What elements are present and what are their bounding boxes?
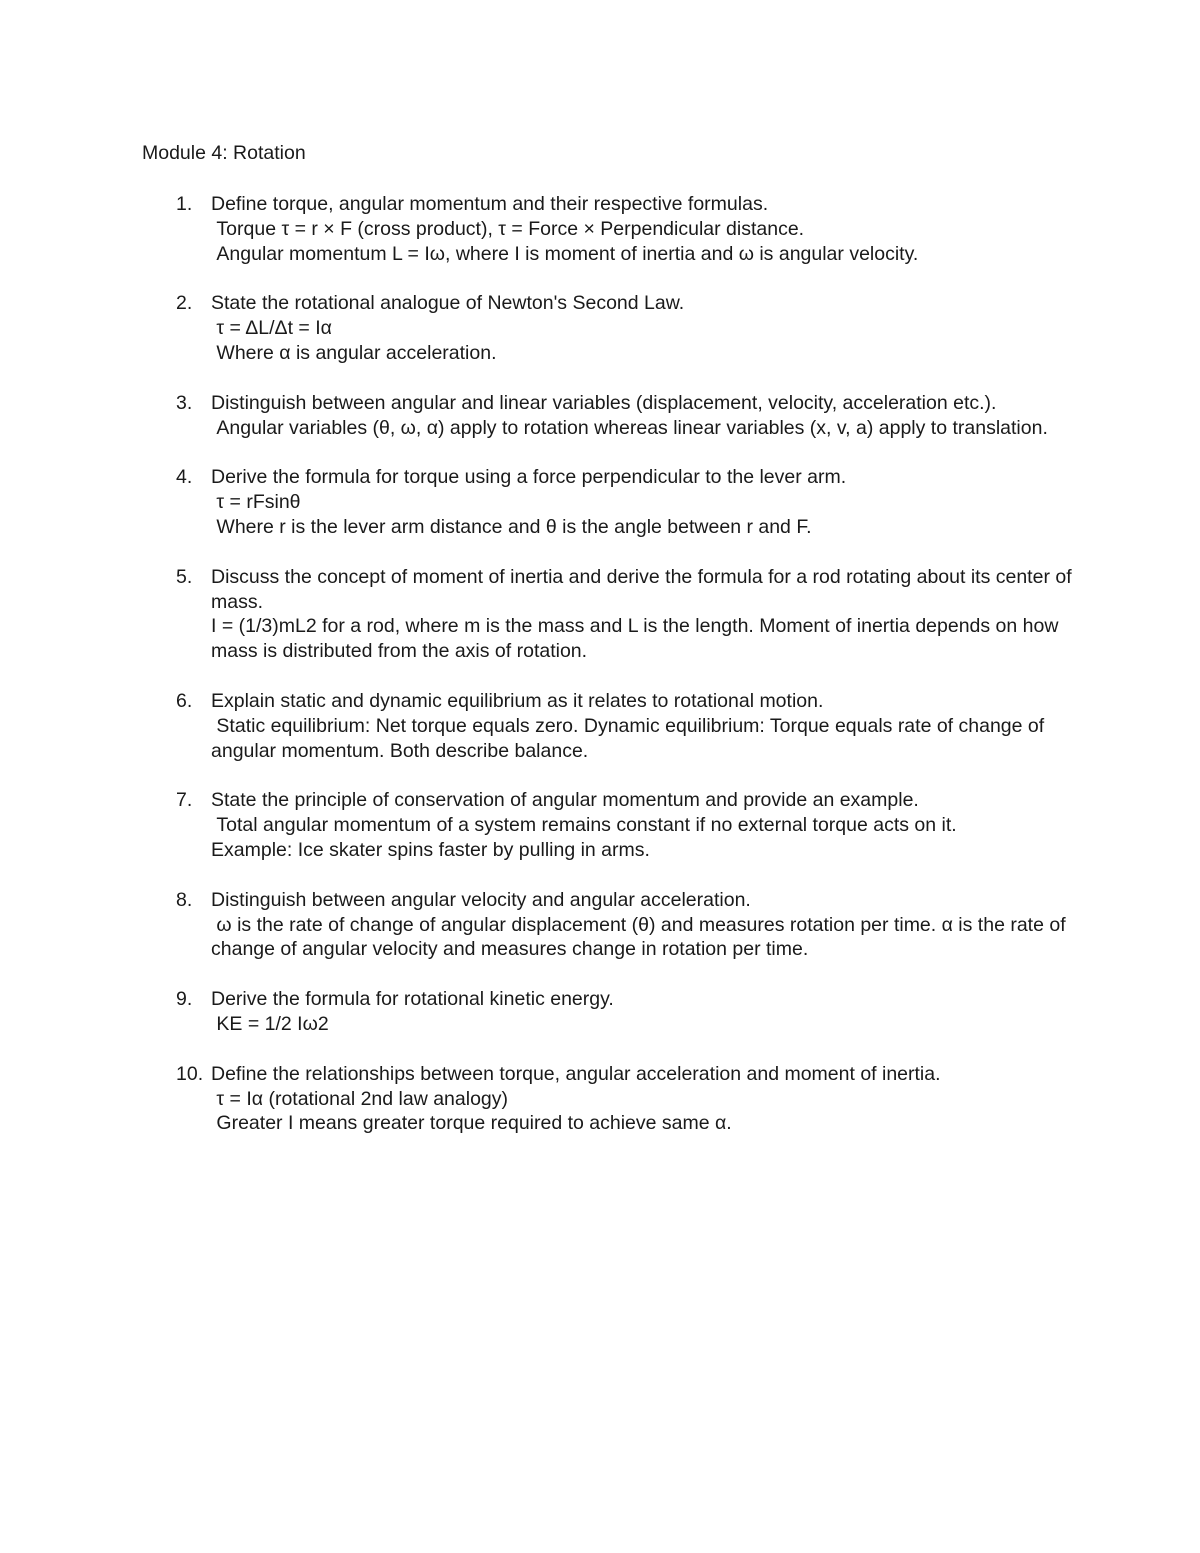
list-item — [0, 565, 1081, 664]
document-title: Module 4: Rotation — [142, 142, 306, 164]
item-number: 1. — [176, 193, 193, 215]
answer-text: τ = rFsinθ — [211, 491, 301, 514]
answer-text: Angular momentum L = Iω, where I is moment of inertia and ω is angular velocity. — [211, 242, 919, 265]
answer-text: Angular variables (θ, ω, α) apply to rotation whereas linear variables (x, v, a) apply to translation. — [211, 416, 1048, 439]
item-number: 5. — [176, 565, 193, 588]
question-text: Discuss the concept of moment of inertia and derive the formula for a rod rotating about its center of mass. — [211, 565, 1078, 613]
item-number: 9. — [176, 988, 193, 1011]
answer-text: Greater I means greater torque required to achieve same α. — [211, 1112, 732, 1135]
item-number: 2. — [176, 292, 193, 315]
question-text: Derive the formula for torque using a force perpendicular to the lever arm. — [211, 466, 847, 489]
answer-text: Torque τ = r × F (cross product), τ = Force × Perpendicular distance. — [211, 217, 805, 240]
question-text: State the rotational analogue of Newton's Second Law. — [211, 292, 685, 315]
list-item — [0, 465, 1081, 539]
list-item — [0, 888, 1081, 962]
item-number: 8. — [176, 888, 193, 911]
list-item — [0, 291, 1081, 365]
item-number: 10. — [176, 1062, 204, 1085]
list-item — [0, 689, 1081, 763]
answer-text: Where r is the lever arm distance and θ is the angle between r and F. — [211, 515, 812, 538]
answer-text: τ = ΔL/Δt = Iα — [211, 317, 332, 340]
question-text: Define torque, angular momentum and their respective formulas. — [211, 193, 769, 215]
list-item — [0, 1062, 1081, 1136]
answer-text: Static equilibrium: Net torque equals zero. Dynamic equilibrium: Torque equals rate of change of angular momentum. Both describe balance. — [211, 714, 1050, 762]
list-item — [0, 987, 1081, 1037]
answer-text: Total angular momentum of a system remains constant if no external torque acts on it. — [211, 814, 957, 837]
question-list — [0, 192, 1200, 1161]
question-text: Distinguish between angular velocity and angular acceleration. — [211, 888, 751, 911]
item-number: 7. — [176, 789, 193, 812]
item-number: 3. — [176, 391, 193, 414]
list-item — [0, 192, 1081, 266]
answer-text: τ = Iα (rotational 2nd law analogy) — [211, 1087, 509, 1110]
answer-text: KE = 1/2 Iω2 — [211, 1012, 329, 1035]
answer-text: ω is the rate of change of angular displacement (θ) and measures rotation per time. α is the rate of change of angular velocity and measures change in rotation per time. — [211, 913, 1072, 961]
question-text: Derive the formula for rotational kinetic energy. — [211, 988, 614, 1011]
question-text: Distinguish between angular and linear variables (displacement, velocity, acceleration etc.). — [211, 391, 997, 414]
list-item — [0, 391, 1081, 441]
list-item — [0, 788, 1081, 862]
answer-text: I = (1/3)mL2 for a rod, where m is the mass and L is the length. Moment of inertia depends on how mass is distributed from the axis of rotation. — [211, 615, 1064, 663]
question-text: Define the relationships between torque, angular acceleration and moment of inertia. — [211, 1062, 941, 1085]
answer-text: Where α is angular acceleration. — [211, 341, 497, 364]
question-text: State the principle of conservation of angular momentum and provide an example. — [211, 789, 919, 812]
answer-text: Example: Ice skater spins faster by pulling in arms. — [211, 838, 650, 861]
item-number: 6. — [176, 689, 193, 712]
question-text: Explain static and dynamic equilibrium as it relates to rotational motion. — [211, 689, 824, 712]
item-number: 4. — [176, 466, 193, 489]
